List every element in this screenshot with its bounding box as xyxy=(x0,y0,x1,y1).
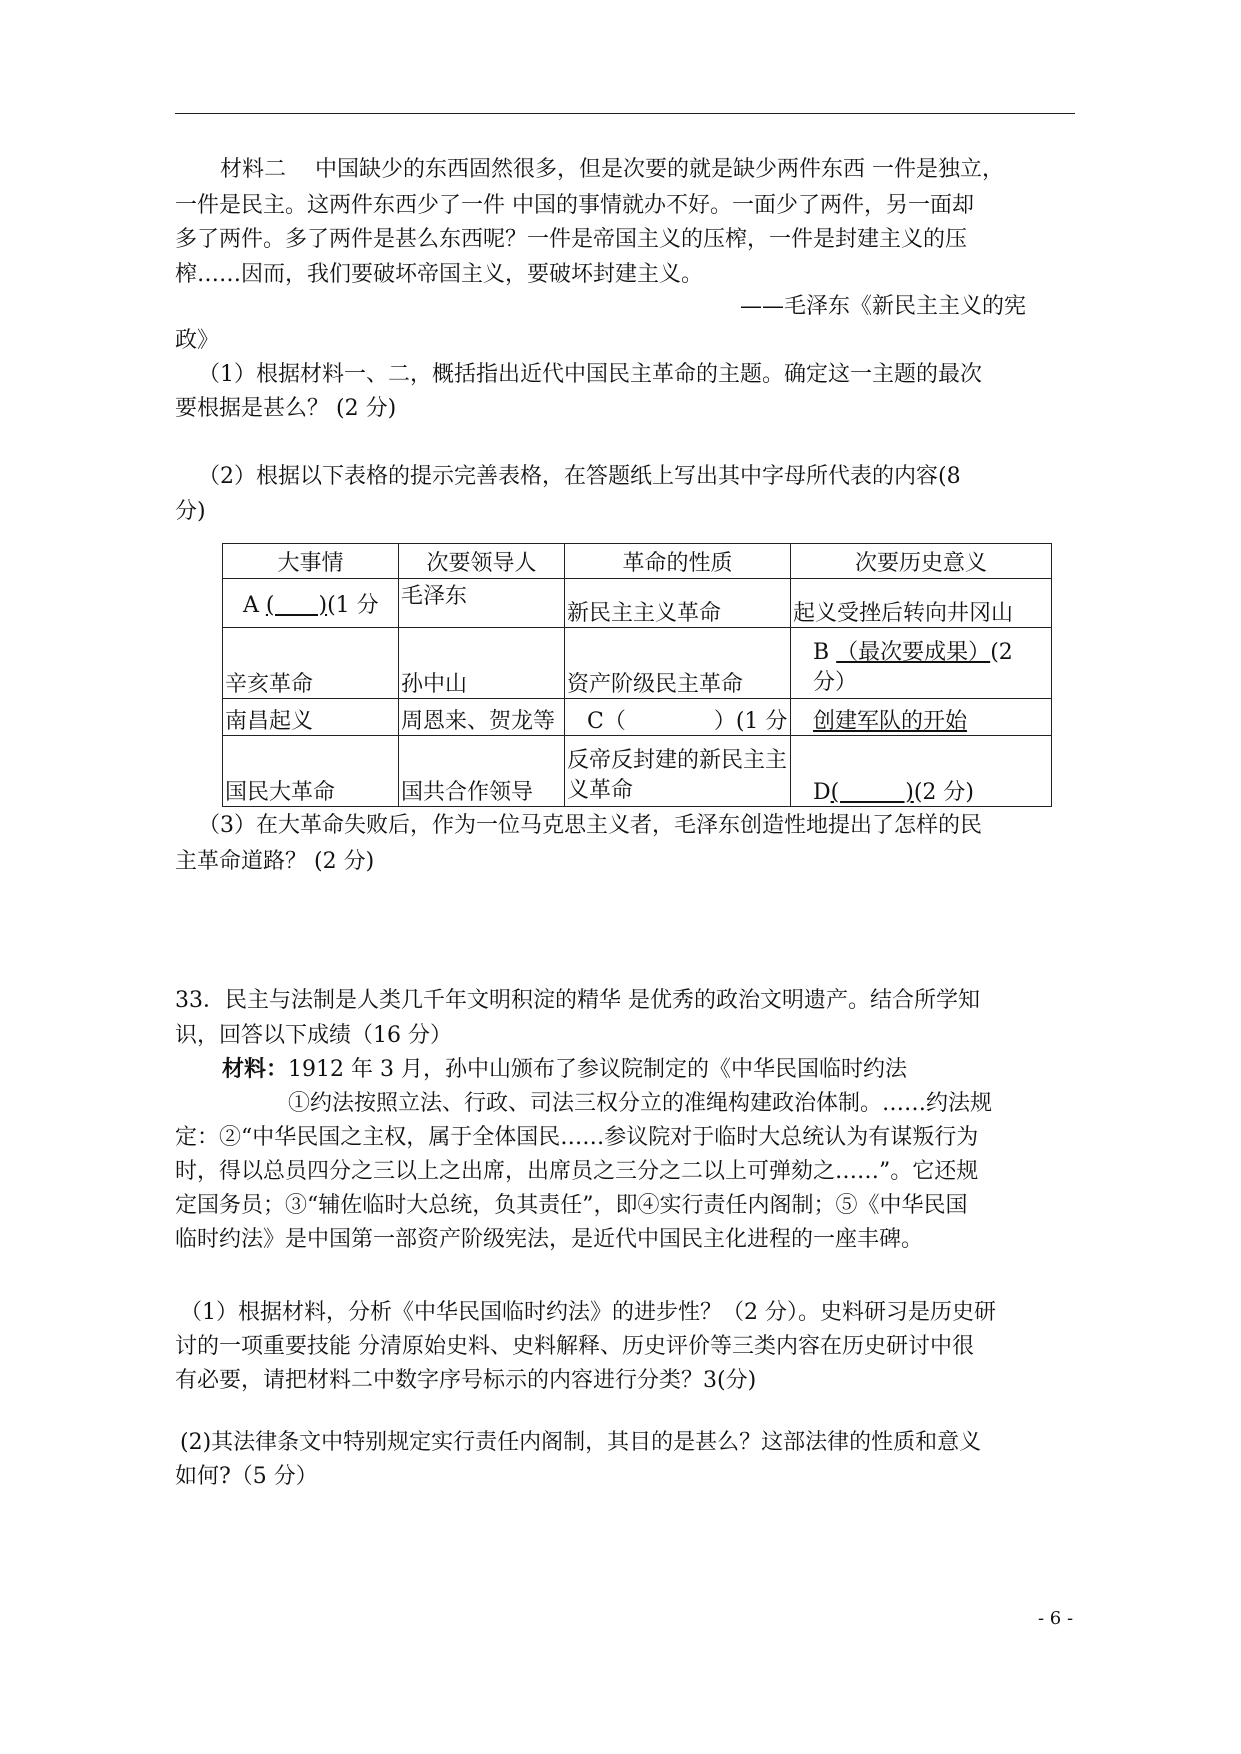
events-table xyxy=(222,543,1052,807)
cell-significance-d: D( )(2 分) xyxy=(791,736,1052,807)
q33-material-line-3: 定：②“中华民国之主权，属于全体国民……参议院对于临时大总统认为有谋叛行为 xyxy=(175,1125,979,1150)
q33-material-line-5: 定国务员；③“辅佐临时大总统，负其责任”，即④实行责任内阁制；⑤《中华民国 xyxy=(175,1193,968,1218)
cell-nature: 资产阶级民主革命 xyxy=(565,628,791,699)
cell-significance-b: B （最次要成果）(2 分） xyxy=(791,628,1052,699)
passage2-line-3: 多了两件。多了两件是甚么东西呢？一件是帝国主义的压榨，一件是封建主义的压 xyxy=(175,227,968,252)
cell-event: 国民大革命 xyxy=(223,736,399,807)
passage2-line-2: 一件是民主。这两件东西少了一件 中国的事情就办不好。一面少了两件，另一面却 xyxy=(175,193,974,218)
cell-significance: 创建军队的开始 xyxy=(791,699,1052,736)
passage2-line-1: 材料二 中国缺少的东西固然很多，但是次要的就是缺少两件东西 一件是独立， xyxy=(220,157,1004,182)
q33-material-line-6: 临时约法》是中国第一部资产阶级宪法，是近代中国民主化进程的一座丰碑。 xyxy=(175,1227,924,1252)
passage2-line-4: 榨……因而，我们要破坏帝国主义，要破坏封建主义。 xyxy=(175,262,704,287)
header-rule xyxy=(175,113,1075,114)
q33-sub1-line-3: 有必要，请把材料二中数字序号标示的内容进行分类？3(分) xyxy=(175,1368,757,1393)
header-leader: 次要领导人 xyxy=(399,544,565,579)
q33-material-line-4: 时，得以总员四分之三以上之出席，出席员之三分之二以上可弹劾之……”。它还规 xyxy=(175,1159,979,1184)
q3-line-1: （3）在大革命失败后，作为一位马克思主义者，毛泽东创造性地提出了怎样的民 xyxy=(198,813,982,838)
cell-nature-c: C（ ）(1 分 xyxy=(565,699,791,736)
cell-leader: 周恩来、贺龙等 xyxy=(399,699,565,736)
table-row xyxy=(223,699,1052,736)
q33-line-1: 33．民主与法制是人类几千年文明积淀的精华 是优秀的政治文明遗产。结合所学知 xyxy=(175,988,980,1013)
cell-significance: 起义受挫后转向井冈山 xyxy=(791,579,1052,628)
cell-nature: 新民主主义革命 xyxy=(565,579,791,628)
q33-sub2-line-1: (2)其法律条文中特别规定实行责任内阁制，其目的是甚么？这部法律的性质和意义 xyxy=(180,1430,982,1455)
page-number: - 6 - xyxy=(1038,1608,1074,1629)
header-significance: 次要历史意义 xyxy=(791,544,1052,579)
passage2-source-cont: 政》 xyxy=(175,328,220,353)
table-row xyxy=(223,579,1052,628)
q33-sub1-line-2: 讨的一项重要技能 分清原始史料、史料解释、历史评价等三类内容在历史研讨中很 xyxy=(175,1334,974,1359)
blank-a: ( ) xyxy=(265,592,328,618)
material-label: 材料： xyxy=(222,1056,289,1082)
blank-b: （最次要成果） xyxy=(836,640,991,665)
q2-line-1: （2）根据以下表格的提示完善表格，在答题纸上写出其中字母所代表的内容(8 xyxy=(198,464,961,489)
header-nature: 革命的性质 xyxy=(565,544,791,579)
cell-leader: 孙中山 xyxy=(399,628,565,699)
cell-event-a: A ( )(1 分 xyxy=(223,579,399,628)
table-row xyxy=(223,736,1052,807)
passage2-source: ——毛泽东《新民主主义的宪 xyxy=(740,294,1027,319)
q33-material-line-2: ①约法按照立法、行政、司法三权分立的准绳构建政治体制。……约法规 xyxy=(288,1091,993,1116)
header-event: 大事情 xyxy=(223,544,399,579)
cell-nature: 反帝反封建的新民主主义革命 xyxy=(565,736,791,807)
table-header-row xyxy=(223,544,1052,579)
cell-event: 南昌起义 xyxy=(223,699,399,736)
q1-line-1: （1）根据材料一、二，概括指出近代中国民主革命的主题。确定这一主题的最次 xyxy=(198,362,982,387)
q33-sub2-line-2: 如何?（5 分） xyxy=(175,1464,318,1489)
q1-line-2: 要根据是甚么？ (2 分) xyxy=(175,396,397,421)
q33-sub1-line-1: （1）根据材料，分析《中华民国临时约法》的进步性？（2 分）。史料研习是历史研 xyxy=(180,1300,996,1325)
cell-leader: 毛泽东 xyxy=(399,579,565,628)
q2-line-2: 分) xyxy=(175,499,206,524)
q3-line-2: 主革命道路？ (2 分) xyxy=(175,849,375,874)
table-row xyxy=(223,628,1052,699)
cell-leader: 国共合作领导 xyxy=(399,736,565,807)
q33-line-2: 识，回答以下成绩（16 分） xyxy=(175,1023,452,1048)
q33-material-line-1: 材料：1912 年 3 月，孙中山颁布了参议院制定的《中华民国临时约法 xyxy=(222,1056,907,1082)
blank-d: ( ) xyxy=(830,780,914,805)
cell-event: 辛亥革命 xyxy=(223,628,399,699)
